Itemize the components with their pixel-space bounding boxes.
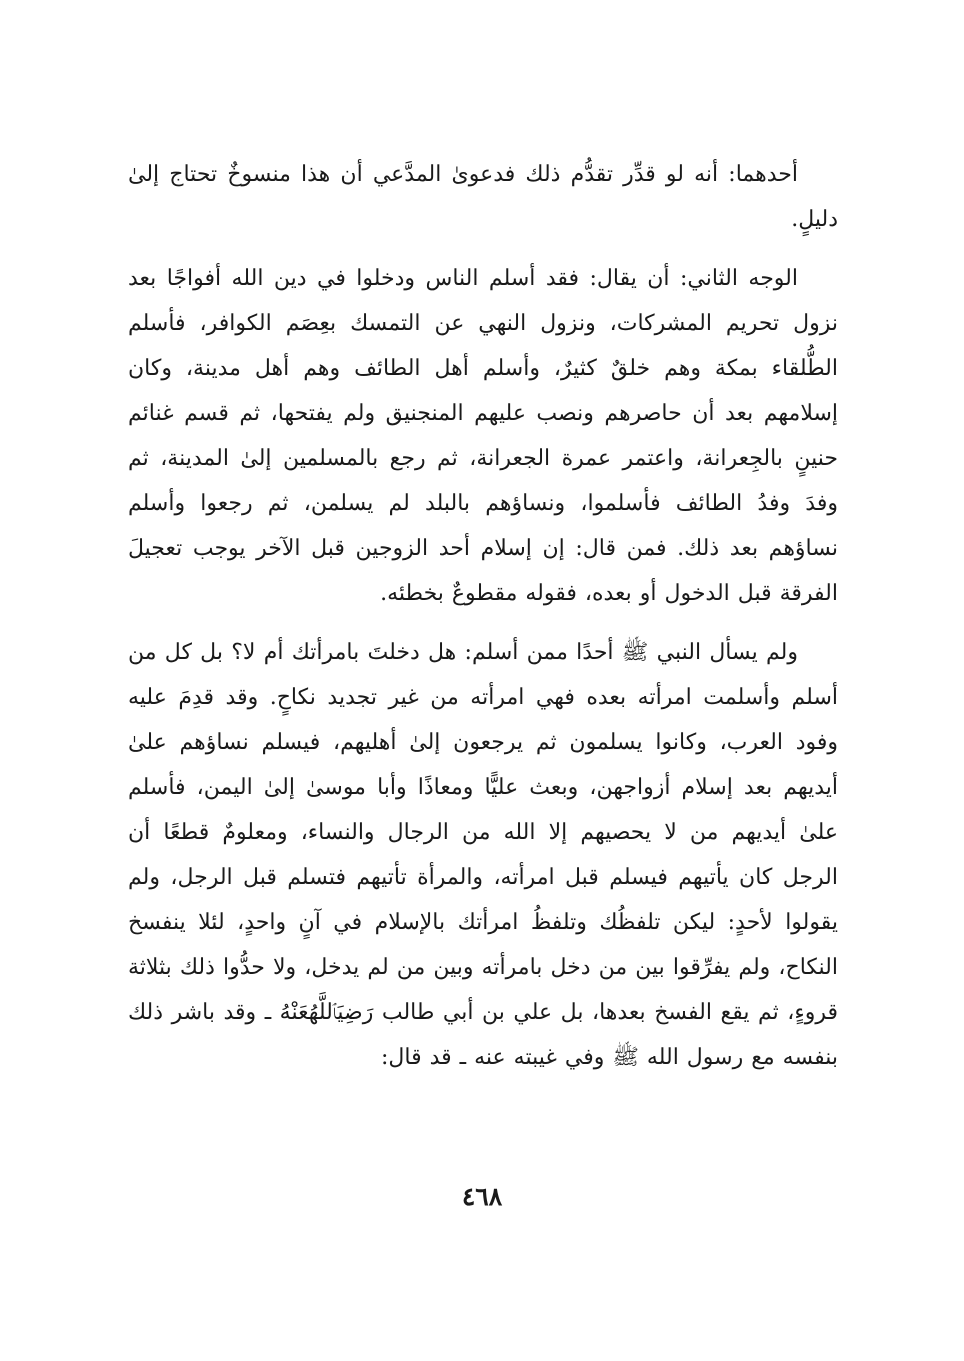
paragraph-3: ولم يسأل النبي ﷺ أحدًا ممن أسلم: هل دخلتَ بامرأتك أم لا؟ بل كل من أسلم وأسلمت امرأته بعده فهي امرأته من غير تجديد نكاحٍ. وقد قدِمَ عليه وفود العرب، وكانوا يسلمون ثم يرجعون إلىٰ أهليهم، فيسلم نساؤهم علىٰ أيديهم بعد إسلام أزواجهن، وبعث عليًّا ومعاذًا وأبا موسىٰ إلىٰ اليمن، فأسلم علىٰ أيديهم من لا يحصيهم إلا الله من الرجال والنساء، ومعلومٌ قطعًا أن الرجل كان يأتيهم فيسلم قبل امرأته، والمرأة تأتيهم فتسلم قبل الرجل، ولم يقولوا لأحدٍ: ليكن تلفظُك وتلفظُ امرأتك بالإسلام في آنٍ واحدٍ، لئلا ينفسخ النكاح، ولم يفرِّقوا بين من دخل بامرأته وبين من لم يدخل، ولا حدُّوا ذلك بثلاثة قروءٍ، ثم يقع الفسخ بعدها، بل علي بن أبي طالب رَضِيَٱللَّهُعَنْهُ ـ وقد باشر ذلك بنفسه مع رسول الله ﷺ وفي غيبته عنه ـ قد قال: <box>128 640 838 1070</box>
body-text <box>128 152 838 1094</box>
paragraph-2: الوجه الثاني: أن يقال: فقد أسلم الناس ودخلوا في دين الله أفواجًا بعد نزول تحريم المشركات، ونزول النهي عن التمسك بعِصَم الكوافر، فأسلم الطُّلقاء بمكة وهم خلقٌ كثيرٌ، وأسلم أهل الطائف وهم أهل مدينة، وكان إسلامهم بعد أن حاصرهم ونصب عليهم المنجنيق ولم يفتحها، ثم قسم غنائم حنينٍ بالجِعرانة، واعتمر عمرة الجعرانة، ثم رجع بالمسلمين إلىٰ المدينة، ثم وفدَ وفدُ الطائف فأسلموا، ونساؤهم بالبلد لم يسلمن، ثم رجعوا وأسلم نساؤهم بعد ذلك. فمن قال: إن إسلام أحد الزوجين قبل الآخر يوجب تعجيلَ الفرقة قبل الدخول أو بعده، فقوله مقطوعٌ بخطئه. <box>128 266 838 606</box>
page-number: ٤٦٨ <box>461 1182 503 1211</box>
paragraph-1: أحدهما: أنه لو قدِّر تقدُّم ذلك فدعوىٰ المدَّعي أن هذا منسوخٌ تحتاج إلىٰ دليلٍ. <box>128 162 838 232</box>
